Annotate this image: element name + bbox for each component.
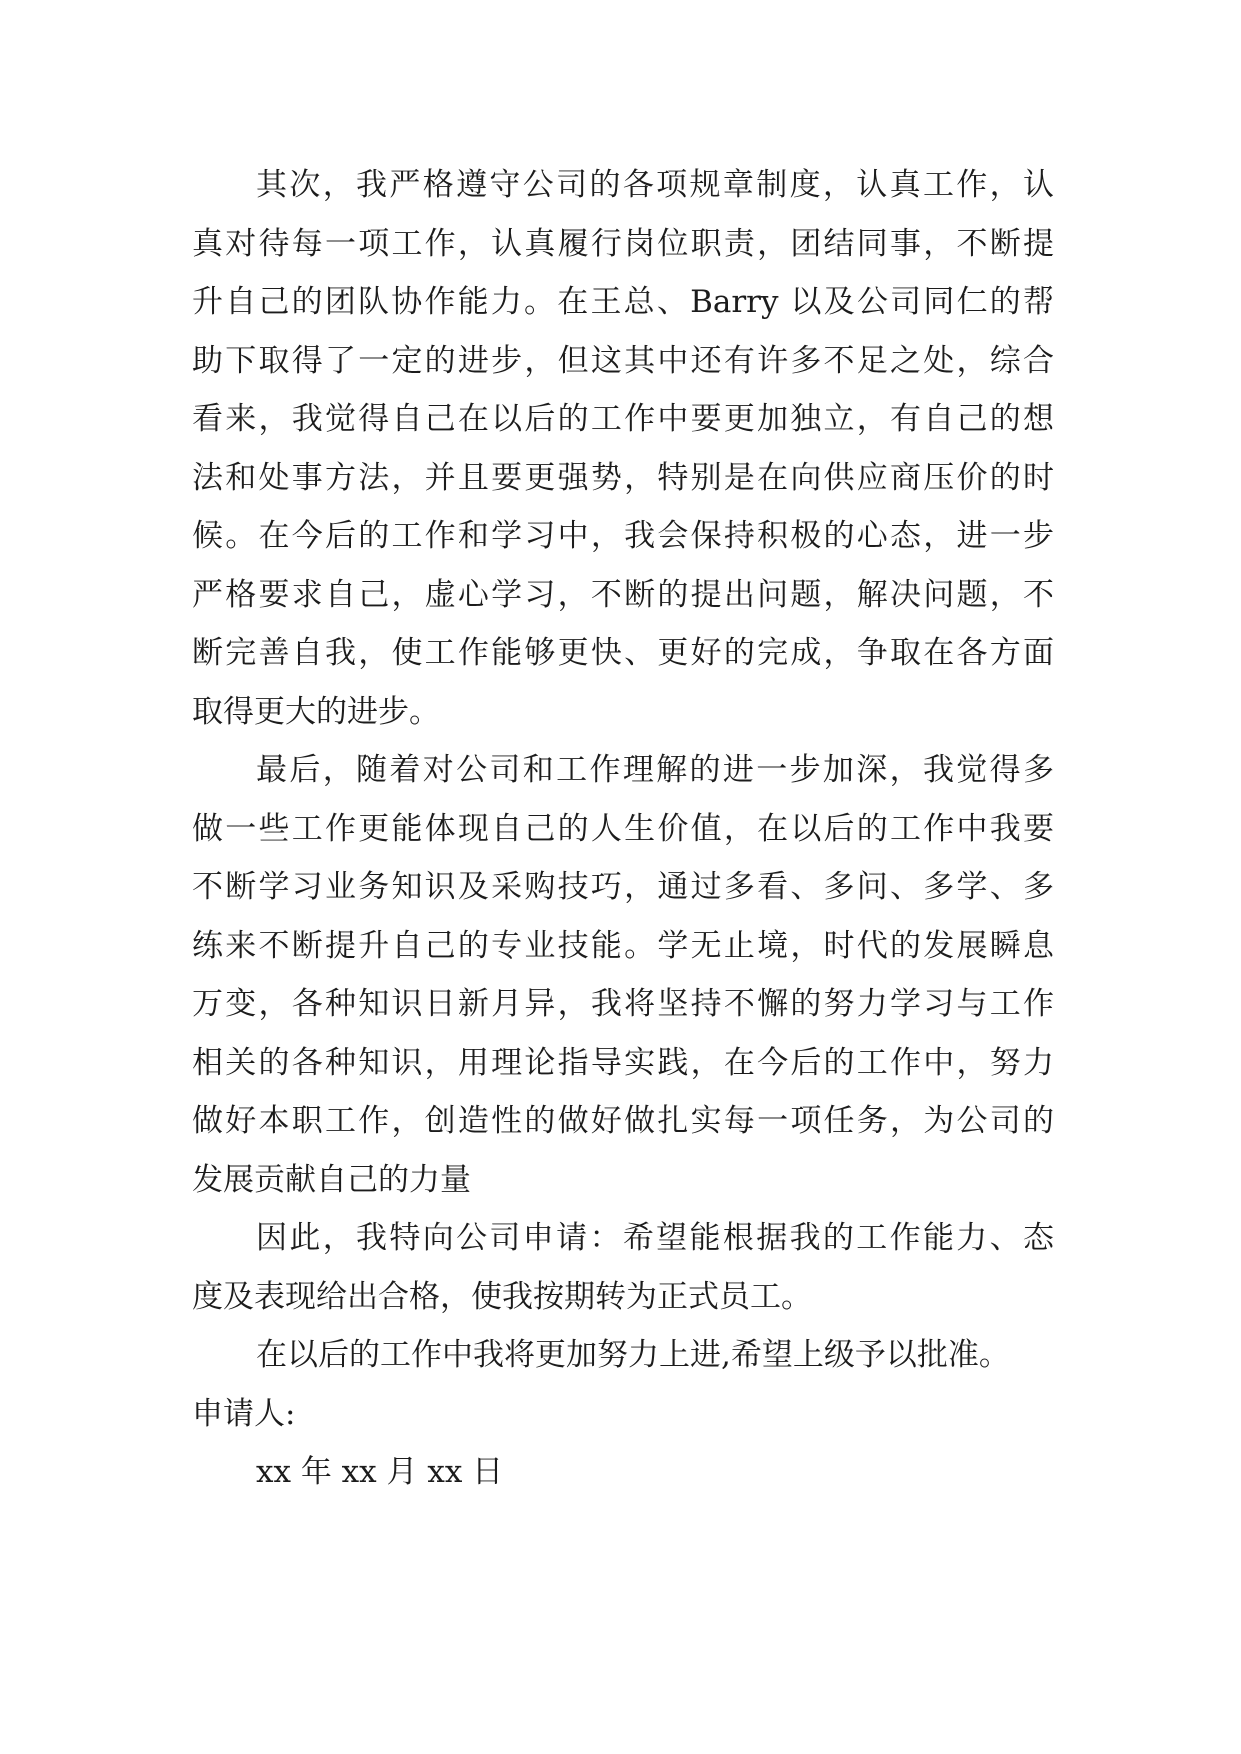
- text-line: 最后，随着对公司和工作理解的进一步加深，我觉得多: [256, 752, 1054, 788]
- paragraph: [192, 1209, 1054, 1326]
- text-line: 发展贡献自己的力量: [192, 1161, 471, 1198]
- date-line: xx 年 xx 月 xx 日: [256, 1454, 504, 1490]
- text-line: 在以后的工作中我将更加努力上进,希望上级予以批准。: [256, 1337, 1010, 1373]
- text-line: 其次，我严格遵守公司的各项规章制度，认真工作，认: [256, 167, 1054, 203]
- applicant-label: 申请人:: [192, 1395, 296, 1432]
- text-line: 因此，我特向公司申请：希望能根据我的工作能力、态: [256, 1220, 1054, 1256]
- text-line: 练来不断提升自己的专业技能。学无止境，时代的发展瞬息: [192, 927, 1054, 964]
- text-line: 做好本职工作，创造性的做好做扎实每一项任务，为公司的: [192, 1103, 1054, 1139]
- text-line: 断完善自我，使工作能够更快、更好的完成，争取在各方面: [192, 635, 1054, 671]
- text-line: 度及表现给出合格，使我按期转为正式员工。: [192, 1278, 812, 1315]
- text-line: 万变，各种知识日新月异，我将坚持不懈的努力学习与工作: [192, 986, 1054, 1022]
- text-line: 看来，我觉得自己在以后的工作中要更加独立，有自己的想: [192, 401, 1054, 437]
- paragraph: [192, 1326, 1054, 1385]
- text-line: 不断学习业务知识及采购技巧，通过多看、多问、多学、多: [192, 869, 1054, 905]
- document-body: [192, 156, 1054, 1502]
- text-line: 取得更大的进步。: [192, 693, 440, 730]
- text-line: 法和处事方法，并且要更强势，特别是在向供应商压价的时: [192, 459, 1054, 496]
- text-line: 候。在今后的工作和学习中，我会保持积极的心态，进一步: [192, 518, 1054, 554]
- paragraph: [192, 741, 1054, 1209]
- paragraph: [192, 156, 1054, 741]
- text-line: 相关的各种知识，用理论指导实践，在今后的工作中，努力: [192, 1044, 1054, 1081]
- text-line: 做一些工作更能体现自己的人生价值，在以后的工作中我要: [192, 810, 1054, 847]
- text-line: 助下取得了一定的进步，但这其中还有许多不足之处，综合: [192, 342, 1054, 379]
- text-line: 严格要求自己，虚心学习，不断的提出问题，解决问题，不: [192, 576, 1054, 613]
- text-line: 升自己的团队协作能力。在王总、Barry 以及公司同仁的帮: [192, 284, 1054, 320]
- text-line: 真对待每一项工作，认真履行岗位职责，团结同事，不断提: [192, 225, 1054, 262]
- signature-block: [192, 1385, 1054, 1502]
